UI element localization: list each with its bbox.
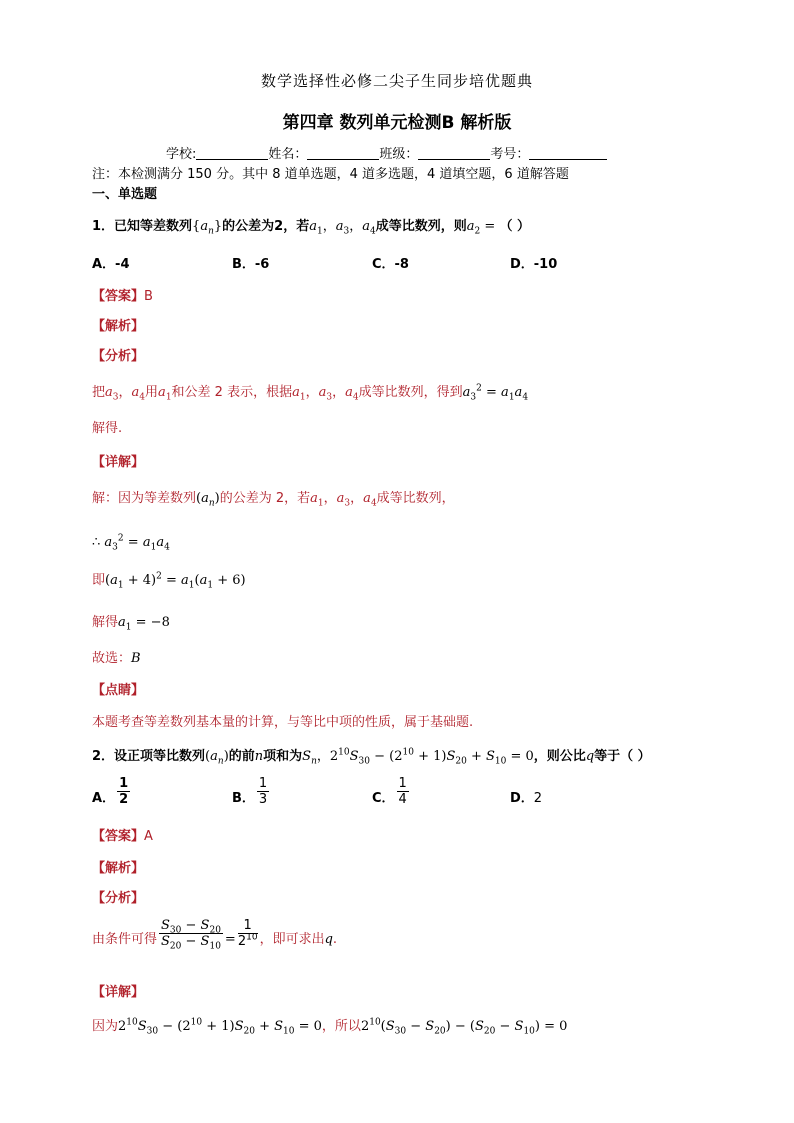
- q1-fenxi-tag: 【分析】: [92, 349, 145, 364]
- q1-comment: 本题考查等差数列基本量的计算，与等比中项的性质，属于基础题.: [92, 715, 474, 730]
- q2-fenxi-text: 由条件可得 $\frac{S_{30} - S_{20}}{S_{20} - S_{10}}$ = $\frac{1}{2^{10}}$ ，即可求出q.: [92, 918, 338, 952]
- q2-answer: 【答案】A: [92, 829, 153, 844]
- math-seq-an: $\{a_n\}$: [192, 219, 223, 237]
- q1-option-c[interactable]: C．-8: [372, 257, 409, 272]
- info-line: [166, 146, 607, 164]
- q2-detail-tag: 【详解】: [92, 985, 145, 1000]
- q2-fenxi-tag: 【分析】: [92, 891, 145, 906]
- q2-stem: 2．设正项等比数列$(a_n)$的前n项和为$S_n$，$2^{10}S_{30} - (2^{10} + 1)S_{20} + S_{10} = 0$，则公比q等于（ ）: [92, 747, 651, 767]
- q1-detail-eq3: 解得$a_1 = -8$: [92, 615, 170, 633]
- q1-detail-line1: 解：因为等差数列$(a_n)$的公差为 2，若$a_1$，$a_3$，$a_4$成等比数列，: [92, 491, 455, 509]
- q1-answer: 【答案】B: [92, 289, 153, 304]
- name-blank[interactable]: [307, 147, 379, 160]
- section-heading: 一、单选题: [92, 187, 158, 202]
- q2-option-c[interactable]: C． $\frac{1}{4}$: [372, 776, 407, 807]
- q2-option-b[interactable]: B． $\frac{1}{3}$: [232, 776, 268, 807]
- series-title: 数学选择性必修二尖子生同步培优题典: [260, 72, 533, 90]
- q1-detail-choose: 故选：B: [92, 651, 141, 666]
- q2-detail-line1: 因为$2^{10}S_{30} - (2^{10} + 1)S_{20} + S_{10} = 0$，所以$2^{10}(S_{30} - S_{20}) - (S_{20} - S_{10}) = 0$: [92, 1017, 568, 1037]
- q1-detail-eq2: 即$(a_1 + 4)^2 = a_1(a_1 + 6)$: [92, 571, 246, 591]
- q1-fenxi-text: 把$a_3$，$a_4$用$a_1$和公差 2 表示，根据$a_1$，$a_3$，$a_4$成等比数列，得到$a_3^2 = a_1a_4$: [92, 383, 529, 403]
- q1-stem: 1．已知等差数列$\{a_n\}$的公差为2，若$a_1$，$a_3$，$a_4$成等比数列，则$a_2$ = （ ）: [92, 219, 530, 237]
- q1-comment-tag: 【点睛】: [92, 683, 145, 698]
- page-title: 第四章 数列单元检测B 解析版: [282, 113, 512, 133]
- q1-option-a[interactable]: A．-4: [92, 257, 130, 272]
- q1-option-b[interactable]: B．-6: [232, 257, 270, 272]
- math-a2-eq: $a_2$ =: [466, 219, 500, 237]
- class-label: 班级：: [379, 147, 419, 162]
- q1-option-d[interactable]: D．-10: [510, 257, 558, 272]
- q2-option-a[interactable]: A． $\frac{1}{2}$: [92, 776, 129, 807]
- name-label: 姓名：: [268, 147, 308, 162]
- q1-analysis-tag: 【解析】: [92, 319, 145, 334]
- class-blank[interactable]: [418, 147, 490, 160]
- exam-no-label: 考号：: [490, 147, 530, 162]
- exam-no-blank[interactable]: [529, 147, 607, 160]
- q2-analysis-tag: 【解析】: [92, 861, 145, 876]
- school-label: 学校:: [166, 147, 197, 162]
- q1-detail-eq1: ∴ $a_3^2 = a_1a_4$: [92, 533, 170, 553]
- school-blank[interactable]: [196, 147, 268, 160]
- note-line: 注：本检测满分 150 分。其中 8 道单选题，4 道多选题，4 道填空题，6 道解答题: [92, 167, 569, 182]
- q1-detail-tag: 【详解】: [92, 455, 145, 470]
- q1-options: [92, 256, 692, 274]
- q2-options: [92, 776, 692, 820]
- q1-fenxi-line2: 解得.: [92, 421, 123, 436]
- math-a1-a3-a4: $a_1$，$a_3$，$a_4$: [309, 219, 376, 237]
- q2-option-d[interactable]: D．2: [510, 791, 543, 806]
